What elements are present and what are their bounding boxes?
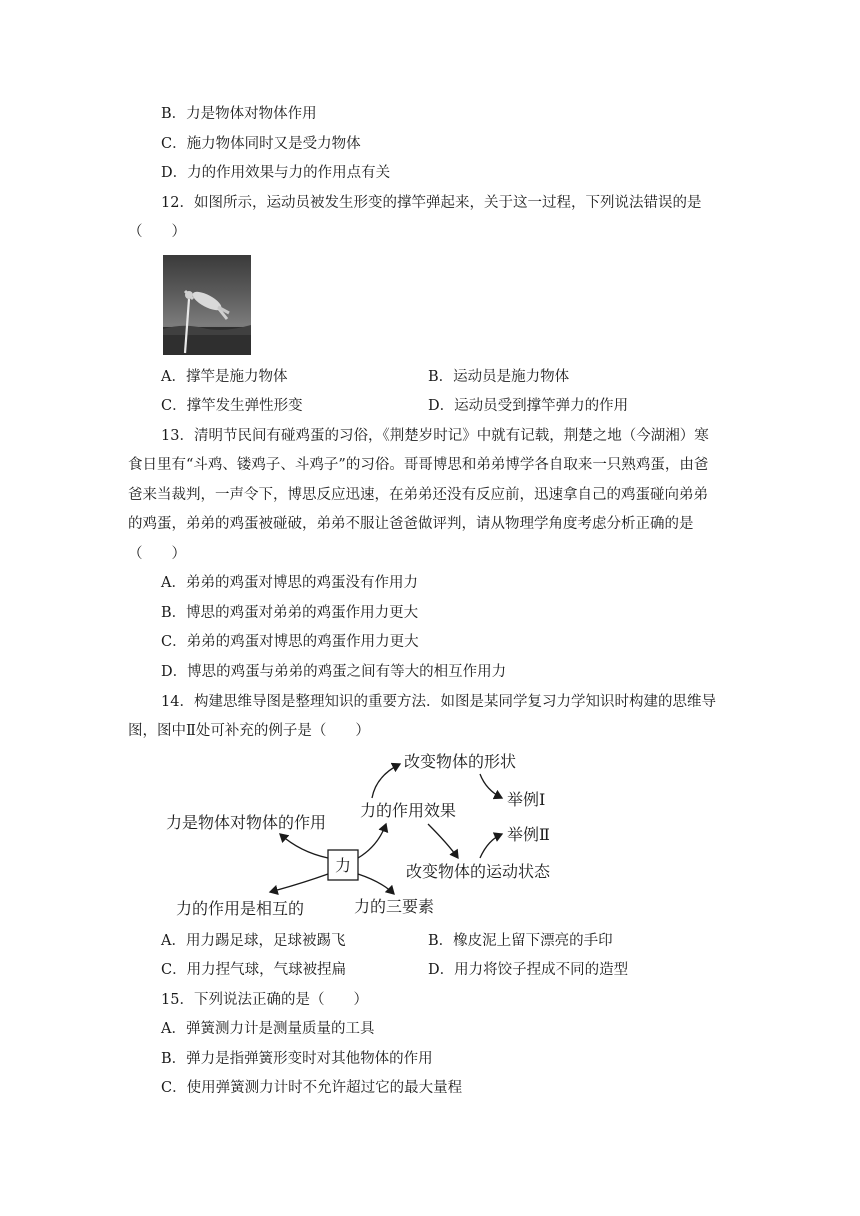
mind-map-diagram	[150, 742, 590, 927]
q14-option-b: B．橡皮泥上留下漂亮的手印	[428, 933, 613, 949]
q12-option-c: C．撑竿发生弹性形变	[161, 398, 303, 414]
arrow-to-effect	[358, 824, 386, 858]
q15-option-c: C．使用弹簧测力计时不允许超过它的最大量程	[161, 1080, 463, 1096]
q11-option-b: B．力是物体对物体作用	[161, 106, 317, 122]
q13-option-c: C．弟弟的鸡蛋对博思的鸡蛋作用力更大	[161, 634, 419, 650]
arrow-to-change-shape	[372, 764, 400, 798]
arrow-to-example-2	[480, 834, 502, 858]
q13-answer-blank: （ ）	[128, 546, 186, 562]
q12-option-a: A．撑竿是施力物体	[161, 369, 288, 385]
q11-option-d: D．力的作用效果与力的作用点有关	[161, 165, 391, 181]
q11-option-c: C．施力物体同时又是受力物体	[161, 136, 361, 152]
center-label: 力	[335, 856, 352, 875]
change-motion-label: 改变物体的运动状态	[406, 862, 551, 881]
q12-answer-blank: （ ）	[128, 224, 186, 240]
q14-stem-line1: 14．构建思维导图是整理知识的重要方法．如图是某同学复习力学知识时构建的思维导	[161, 694, 716, 710]
q13-stem-line4: 的鸡蛋，弟弟的鸡蛋被碰破，弟弟不服让爸爸做评判，请从物理学角度考虑分析正确的是	[128, 516, 694, 532]
example-1-label: 举例Ⅰ	[507, 790, 546, 809]
q15-option-a: A．弹簧测力计是测量质量的工具	[161, 1021, 375, 1037]
q13-option-a: A．弟弟的鸡蛋对博思的鸡蛋没有作用力	[161, 575, 418, 591]
q13-stem-line2: 食日里有“斗鸡、镂鸡子、斗鸡子”的习俗。哥哥博思和弟弟博学各自取来一只熟鸡蛋，由爸	[128, 457, 709, 473]
q14-option-d: D．用力将饺子捏成不同的造型	[428, 962, 629, 978]
q14-option-a: A．用力踢足球，足球被踢飞	[161, 933, 346, 949]
change-shape-label: 改变物体的形状	[404, 752, 517, 771]
left-bottom-label: 力的作用是相互的	[176, 899, 305, 918]
q13-stem-line3: 爸来当裁判，一声令下，博思反应迅速，在弟弟还没有反应前，迅速拿自己的鸡蛋碰向弟弟	[128, 487, 708, 503]
arrow-to-three-elements	[358, 874, 394, 894]
q14-stem-line2: 图，图中Ⅱ处可补充的例子是（ ）	[128, 723, 370, 739]
arrow-to-left-bottom	[270, 874, 328, 892]
q13-stem-line1: 13．清明节民间有碰鸡蛋的习俗，《荆楚岁时记》中就有记载，荆楚之地（今湖湘）寒	[161, 428, 709, 444]
q12-stem: 12．如图所示，运动员被发生形变的撑竿弹起来，关于这一过程，下列说法错误的是	[161, 195, 702, 211]
example-2-label: 举例Ⅱ	[507, 825, 550, 844]
q13-option-b: B．博思的鸡蛋对弟弟的鸡蛋作用力更大	[161, 605, 419, 621]
q14-option-c: C．用力捏气球，气球被捏扁	[161, 962, 347, 978]
arrow-to-left-top	[280, 834, 328, 858]
q15-option-b: B．弹力是指弹簧形变时对其他物体的作用	[161, 1051, 433, 1067]
arrow-to-example-1	[480, 774, 502, 798]
q13-option-d: D．博思的鸡蛋与弟弟的鸡蛋之间有等大的相互作用力	[161, 664, 507, 680]
arrow-to-change-motion	[428, 824, 458, 858]
q15-stem: 15．下列说法正确的是（ ）	[161, 992, 368, 1008]
effect-label: 力的作用效果	[360, 801, 457, 820]
left-top-label: 力是物体对物体的作用	[166, 813, 327, 832]
q12-option-d: D．运动员受到撑竿弹力的作用	[428, 398, 629, 414]
three-elements-label: 力的三要素	[354, 897, 435, 916]
pole-vault-photo	[163, 255, 251, 355]
q12-option-b: B．运动员是施力物体	[428, 369, 570, 385]
